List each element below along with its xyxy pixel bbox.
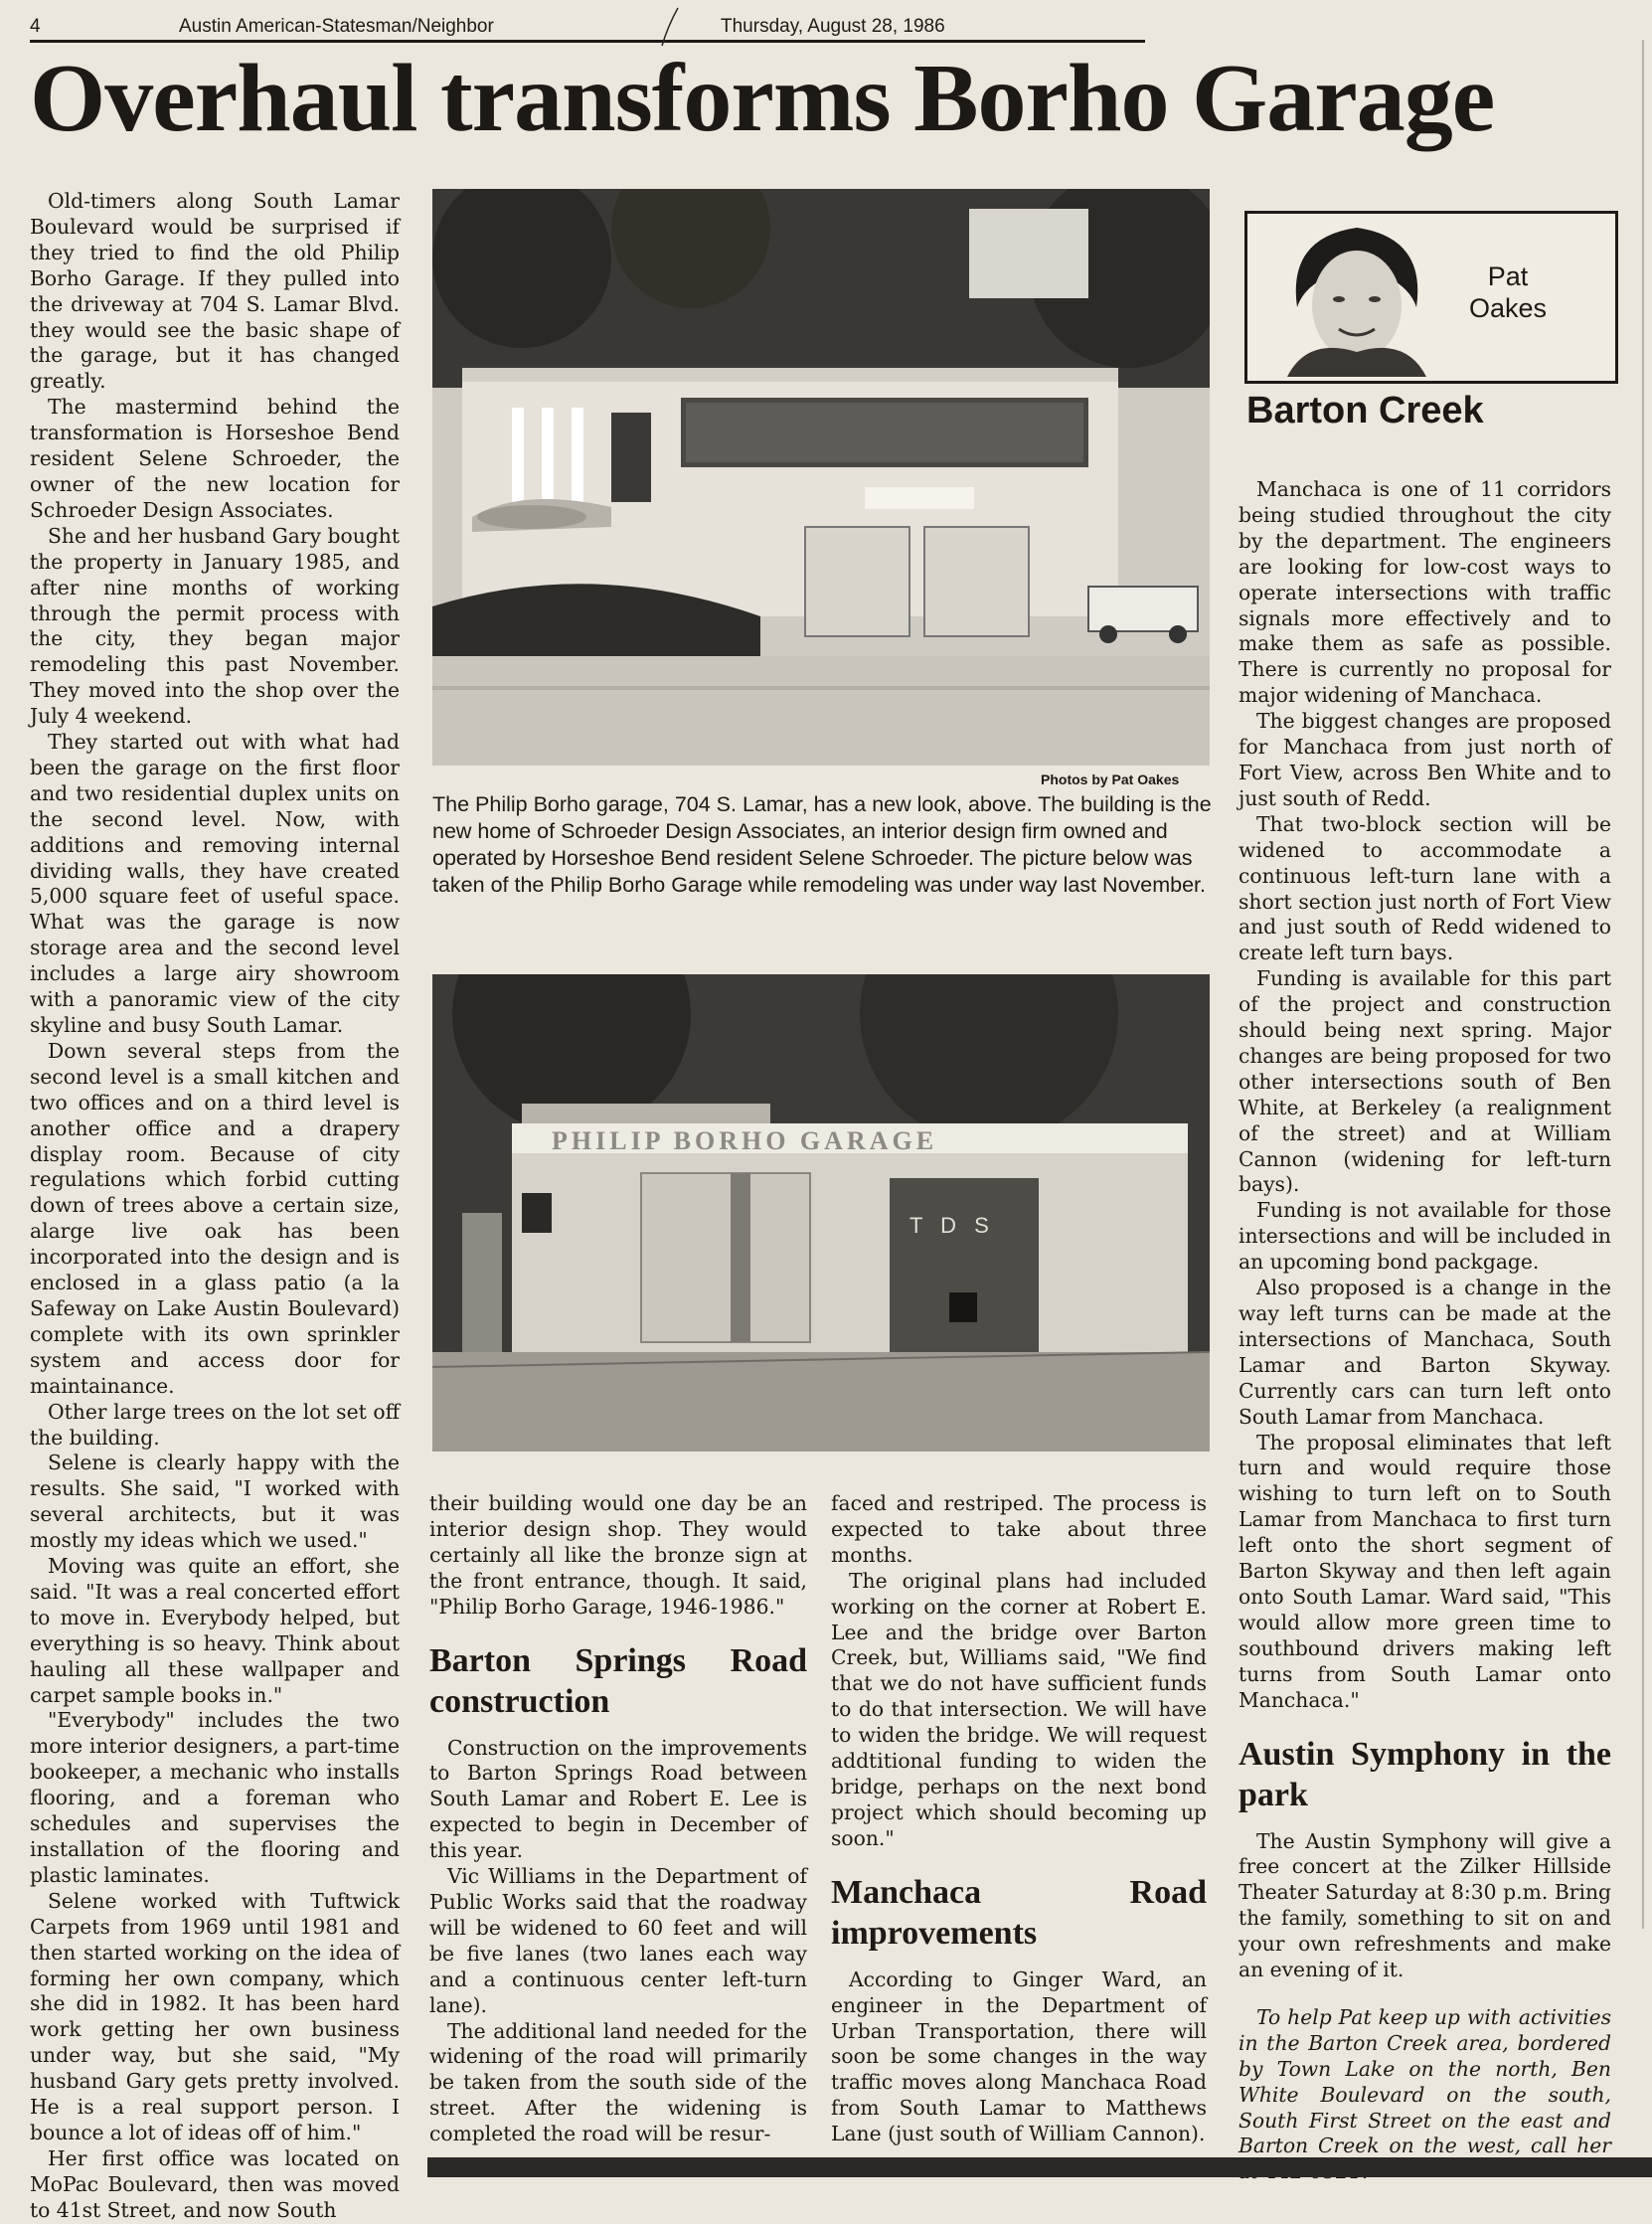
col2-paragraph: Construction on the improvements to Barton Springs Road between South Lamar and Robert E. Lee is expected to begin in December of this year. [429, 1735, 807, 1863]
col1-paragraph: Selene worked with Tuftwick Carpets from 1969 until 1981 and then started working on the idea of forming her own company, which she did in 1982. It has been hard work getting her own business under way, but she said, "My husband Gary gets pretty involved. He is a real support person. I bounce a lot of ideas off of him." [30, 1888, 400, 2144]
col1-paragraph: She and her husband Gary bought the property in January 1985, and after nine months of working through the permit process with the city, they began major remodeling this past November. They moved into the shop over the July 4 weekend. [30, 523, 400, 729]
headline: Overhaul transforms Borho Garage [30, 45, 1495, 152]
columnist-name [1453, 260, 1563, 324]
col4-paragraph: The biggest changes are proposed for Manchaca from just north of Fort View, across Ben White and to just south of Redd. [1239, 709, 1611, 810]
col2-paragraph: The additional land needed for the widening of the road will primarily be taken from the south side of the street. After the widening is completed the road will be resur- [429, 2018, 807, 2146]
manchaca-subhead: Manchaca Road improvements [831, 1873, 1207, 1952]
photo-caption: The Philip Borho garage, 704 S. Lamar, has a new look, above. The building is the new home of Schroeder Design Associates, an interior design firm owned and operated by Horseshoe Bend resident Selene Schroeder. The picture below was taken of the Philip Borho Garage while remodeling was under way last November. [432, 792, 1212, 897]
publication-name: Austin American-Statesman/Neighbor [179, 16, 494, 37]
col1-paragraph: "Everybody" includes the two more interior designers, a part-time bookeeper, a mechanic who installs flooring, and a foreman who schedules and supervises the installation of the flooring and plastic laminates. [30, 1708, 400, 1887]
dumpster-text: T D S [909, 1213, 995, 1238]
col4-paragraph: That two-block section will be widened to accommodate a continuous left-turn lane with a short section just north of Fort View and just south of Redd widened to create left turn bays. [1239, 811, 1611, 965]
garage-sign-text: PHILIP BORHO GARAGE [552, 1126, 938, 1155]
barton-springs-subhead: Barton Springs Road construction [429, 1641, 807, 1720]
photo-credit: Photos by Pat Oakes [1041, 771, 1180, 787]
bottom-edge-bar [427, 2157, 1652, 2177]
column-2 [429, 1491, 807, 2147]
col1-paragraph: The mastermind behind the transformation is Horseshoe Bend resident Selene Schroeder, the owner of the new location for Schroeder Design Associates. [30, 395, 400, 522]
col1-paragraph: They started out with what had been the garage on the first floor and two residential duplex units on the second level. Now, with additions and removing internal dividing walls, they have created 5,000 square feet of useful space. What was the garage is now storage area and the second level includes a large airy showroom with a panoramic view of the city skyline and busy South Lamar. [30, 730, 400, 1037]
columnist-last-name: Oakes [1468, 293, 1548, 323]
col3-paragraph: The original plans had included working on the corner at Robert E. Lee and the bridge over Barton Creek, but, Williams said, "We find that we do not have sufficient funds to do that intersection. We will have to widen the bridge. We will request addtitional funding to widen the bridge, perhaps on the next bond project which should becoming up soon." [831, 1568, 1207, 1850]
photo-old-garage [432, 974, 1210, 1452]
column-1 [30, 189, 400, 2224]
col2-lead-paragraph: their building would one day be an interior design shop. They would certainly all like the bronze sign at the front entrance, though. It said, "Philip Borho Garage, 1946-1986." [429, 1491, 807, 1619]
col1-paragraph: Her first office was located on MoPac Boulevard, then was moved to 41st Street, and now South [30, 2145, 400, 2222]
column-3 [831, 1491, 1207, 2147]
columnist-photo [1277, 218, 1436, 377]
bottom-photo [432, 974, 1210, 1452]
column-4 [1239, 477, 1611, 2185]
col1-paragraph: Other large trees on the lot set off the building. [30, 1399, 400, 1450]
header-rule [30, 40, 1145, 43]
col4-paragraph: The Austin Symphony will give a free concert at the Zilker Hillside Theater Saturday at 8:30 p.m. Bring the family, something to sit on and your own refreshments and make an evening of it. [1239, 1828, 1611, 1982]
top-photo [432, 189, 1210, 766]
photo-remodeled-building [432, 189, 1210, 766]
column-beat-title: Barton Creek [1246, 390, 1484, 431]
contact-note-text: To help Pat keep up with activities in the Barton Creek area, bordered by Town Lake on the north, Ben White Boulevard on the south, South First Street on the east and Barton Creek on the west, call her [1239, 2004, 1611, 2158]
col3-lead-paragraph: faced and restriped. The process is expected to take about three months. [831, 1491, 1207, 1567]
page-number: 4 [30, 16, 41, 37]
symphony-subhead: Austin Symphony in the park [1239, 1735, 1611, 1813]
col1-paragraph: Selene is clearly happy with the results. She said, "I worked with several architects, but it was mostly my ideas which we used." [30, 1451, 400, 1553]
col1-paragraph: Old-timers along South Lamar Boulevard would be surprised if they tried to find the old Philip Borho Garage. If they pulled into the driveway at 704 S. Lamar Blvd. they would see the basic shape of the garage, but it has changed greatly. [30, 189, 400, 394]
page-header [30, 10, 1123, 40]
col4-paragraph: Also proposed is a change in the way left turns can be made at the intersections of Manchaca, South Lamar and Barton Skyway. Currently cars can turn left onto South Lamar from Manchaca. [1239, 1276, 1611, 1429]
columnist-first-name: Pat [1487, 261, 1529, 291]
col4-paragraph: Funding is not available for those intersections and will be included in an upcoming bond packgage. [1239, 1198, 1611, 1275]
publication-date: Thursday, August 28, 1986 [721, 16, 945, 37]
col4-paragraph: Manchaca is one of 11 corridors being studied throughout the city by the department. The engineers are looking for low-cost ways to operate intersections with traffic signals more effectively and to make them as safe as possible. There is currently no proposal for major widening of Manchaca. [1239, 477, 1611, 708]
col1-paragraph: Moving was quite an effort, she said. "It was a real concerted effort to move in. Everybody helped, but everything is so heavy. Think about hauling all these wallpaper and carpet sample books in." [30, 1554, 400, 1707]
col4-paragraph: The proposal eliminates that left turn and would require those wishing to turn left on to South Lamar from Manchaca to first turn left onto the short segment of Barton Skyway and then left again onto South Lamar. Ward said, "This would allow more green time to southbound drivers making left turns from South Lamar onto Manchaca." [1239, 1430, 1611, 1712]
pen-mark-decoration [656, 6, 686, 48]
col3-paragraph: According to Ginger Ward, an engineer in the Department of Urban Transportation, there will soon be some changes in the way traffic moves along Manchaca Road from South Lamar to Matthews Lane (just south of William Cannon). [831, 1967, 1207, 2146]
page-edge [1642, 40, 1644, 1929]
col2-paragraph: Vic Williams in the Department of Public Works said that the roadway will be widened to 60 feet and will be five lanes (two lanes each way and a continuous center left-turn lane). [429, 1864, 807, 2017]
col4-paragraph: Funding is available for this part of the project and construction should being next spring. Major changes are being proposed for two other intersections south of Ben White, at Berkeley (a realignment of the street) and at William Cannon (widening for left-turn bays). [1239, 966, 1611, 1197]
col1-paragraph: Down several steps from the second level is a small kitchen and two offices and on a third level is another office and a drapery display room. Because of city regulations which forbid cutting down of trees above a certain size, alarge live oak has been incorporated into the design and is enclosed in a glass patio (a la Safeway on Lake Austin Boulevard) complete with its own sprinkler system and access door for maintainance. [30, 1038, 400, 1398]
